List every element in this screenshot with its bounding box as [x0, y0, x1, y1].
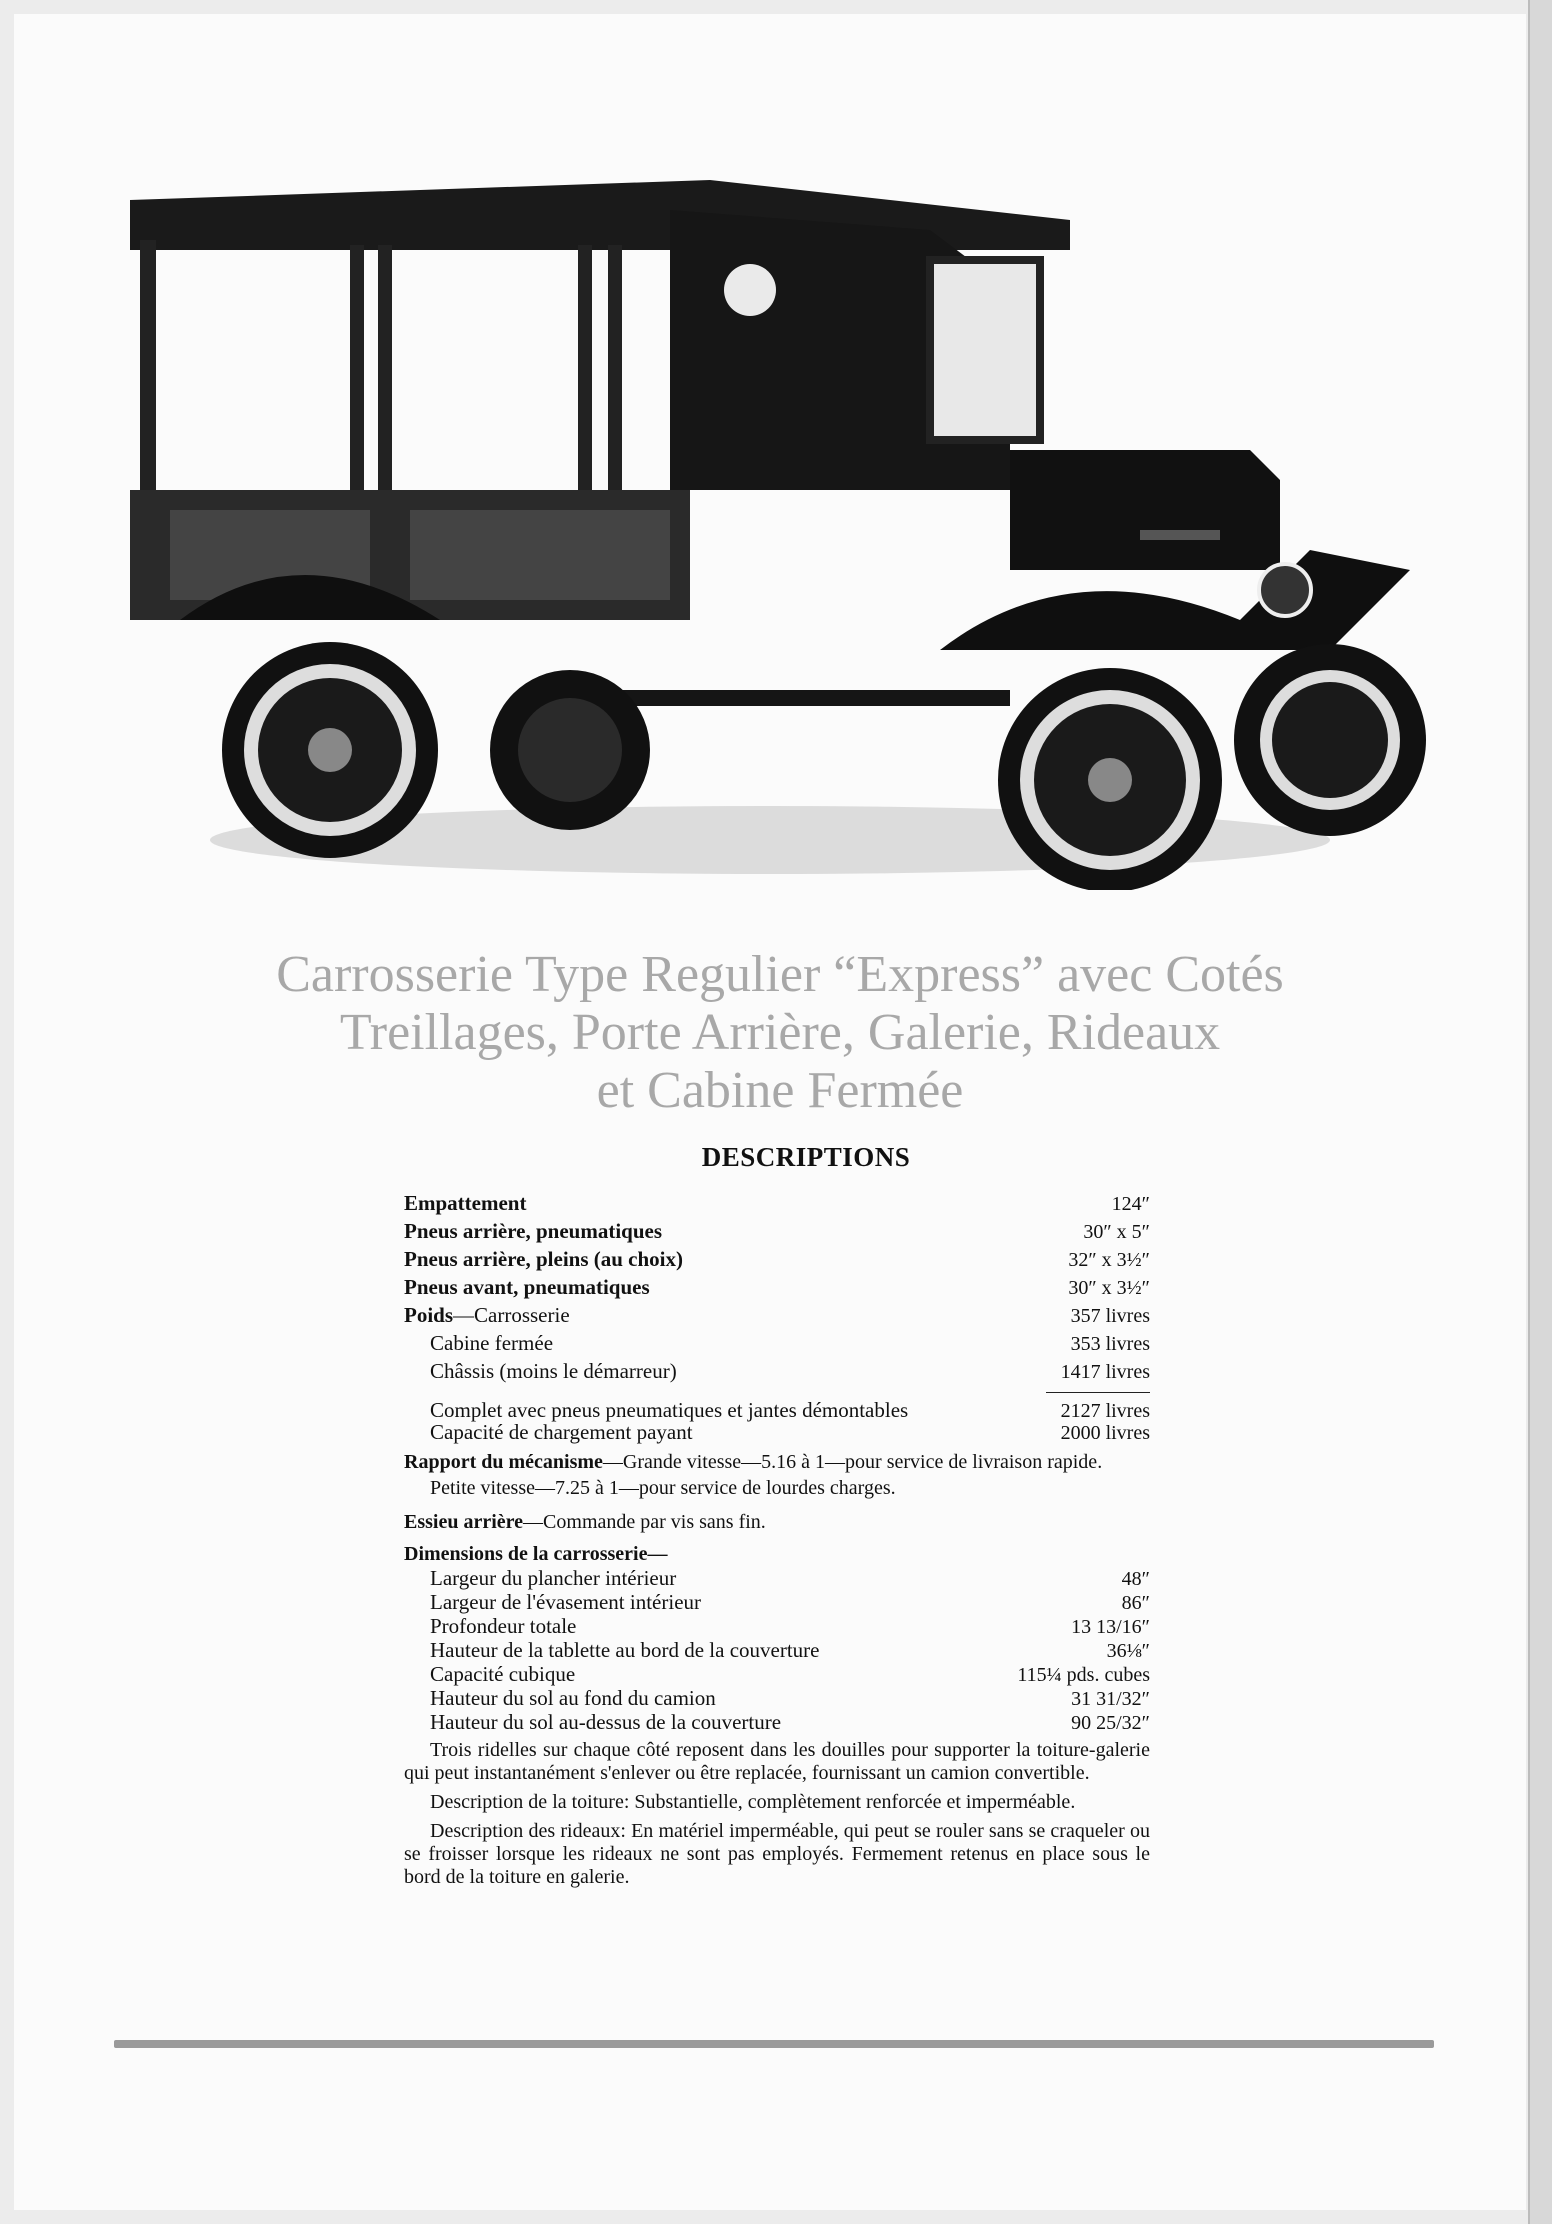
poids-total: [404, 1397, 1150, 1422]
spec-row: [404, 1218, 1150, 1246]
spec-value: 30″ x 5″: [1083, 1221, 1150, 1243]
spec-value: 30″ x 3½″: [1068, 1277, 1150, 1299]
rapport-text-2: Petite vitesse—7.25 à 1—pour service de lourdes charges.: [430, 1477, 896, 1499]
heading-line-1: Carrosserie Type Regulier “Express” avec Cotés: [276, 946, 1284, 1003]
dimension-row: Hauteur du sol au-dessus de la couverture 90 25/32″: [430, 1710, 1150, 1734]
poids-total-label: Capacité de chargement payant: [430, 1420, 693, 1444]
poids-item-label: Châssis (moins le démarreur): [430, 1359, 677, 1383]
spec-label: Pneus avant, pneumatiques: [404, 1275, 650, 1299]
toiture-paragraph: Description de la toiture: Substantielle, complètement renforcée et imperméable.: [430, 1791, 1076, 1813]
poids-item-value: 1417 livres: [1060, 1361, 1150, 1383]
dimensions-title: Dimensions de la carrosserie—: [404, 1543, 668, 1565]
spec-row: [404, 1190, 1150, 1218]
bottom-divider: [114, 2040, 1434, 2048]
dimension-row: Profondeur totale 13 13/16″: [430, 1614, 1150, 1638]
page-gutter: [1528, 0, 1552, 2224]
spec-value: 32″ x 3½″: [1068, 1249, 1150, 1271]
spec-label: Pneus arrière, pleins (au choix): [404, 1247, 684, 1271]
poids-item-value: 353 livres: [1070, 1333, 1150, 1355]
spec-row: [404, 1274, 1150, 1302]
dimension-row: Capacité cubique 115¼ pds. cubes: [430, 1662, 1150, 1686]
spec-label: Empattement: [404, 1191, 527, 1215]
poids-item: [404, 1358, 1150, 1386]
essieu-paragraph: [404, 1509, 1150, 1535]
ridelles-paragraph: Trois ridelles sur chaque côté reposent dans les douilles pour supporter la toiture-galerie qui peut instantanément s'enlever ou être replacée, fournissant un camion convertible.: [404, 1739, 1150, 1784]
poids-row: [404, 1302, 1150, 1330]
total-rule: [1046, 1392, 1150, 1393]
truck-illustration: [110, 150, 1450, 890]
dimension-row: Largeur du plancher intérieur 48″: [430, 1566, 1150, 1590]
rapport-text: —Grande vitesse—5.16 à 1—pour service de livraison rapide.: [602, 1451, 1103, 1473]
heading-line-2: Treillages, Porte Arrière, Galerie, Rideaux: [339, 1004, 1221, 1061]
essieu-text: —Commande par vis sans fin.: [523, 1511, 766, 1533]
poids-item: [404, 1330, 1150, 1358]
heading-line-3: et Cabine Fermée: [596, 1062, 964, 1119]
poids-item-label: Cabine fermée: [430, 1331, 554, 1355]
rapport-label: Rapport du mécanisme: [404, 1451, 603, 1473]
rideaux-paragraph: Description des rideaux: En matériel imperméable, qui peut se rouler sans se craqueler ou se froisser lorsque les rideaux ne sont pas employés. Fermement retenus en place sous le bord de la toiture en galerie.: [404, 1820, 1150, 1888]
spec-row: [404, 1246, 1150, 1274]
rapport-paragraph: [404, 1449, 1150, 1501]
dimension-row: Hauteur de la tablette au bord de la couverture 36⅛″: [430, 1638, 1150, 1662]
poids-value: 357 livres: [1070, 1305, 1150, 1327]
spec-value: 124″: [1111, 1193, 1150, 1215]
poids-total-value: 2127 livres: [1060, 1400, 1150, 1422]
spec-label: Pneus arrière, pneumatiques: [404, 1219, 663, 1243]
dimension-row: Hauteur du sol au fond du camion 31 31/32″: [430, 1686, 1150, 1710]
poids-label: Poids—Carrosserie: [404, 1303, 570, 1327]
page-heading: [120, 946, 1440, 1120]
descriptions-title: DESCRIPTIONS: [701, 1142, 911, 1172]
essieu-label: Essieu arrière: [404, 1511, 524, 1533]
poids-total-value: 2000 livres: [1060, 1422, 1150, 1444]
poids-total-label: Complet avec pneus pneumatiques et jantes démontables: [430, 1398, 909, 1422]
specifications: [404, 1144, 1150, 1889]
dimension-row: Largeur de l'évasement intérieur 86″: [430, 1590, 1150, 1614]
truck-drawing: [110, 150, 1450, 890]
